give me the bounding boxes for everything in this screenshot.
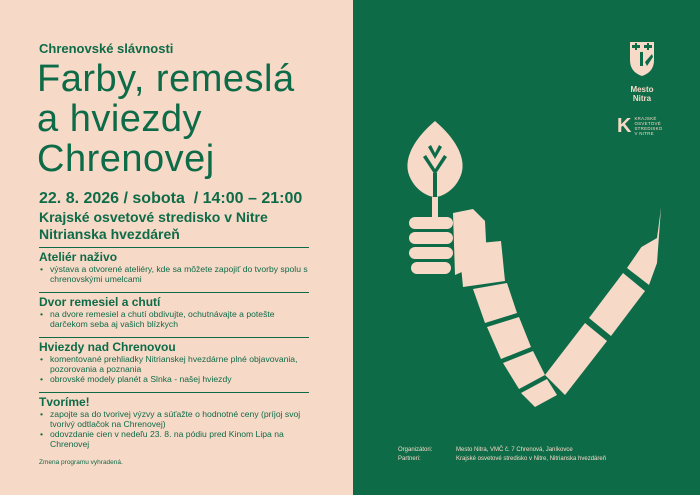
mesto-nitra-logo (622, 40, 662, 103)
organizers-value: Mesto Nitra, VMČ č. 7 Chrenová, Janíkovce (456, 447, 573, 453)
section-title: Hviezdy nad Chrenovou (39, 340, 176, 354)
section-title: Tvoríme! (39, 395, 90, 409)
section-item: • odovzdanie cien v nedeľu 23. 8. na pódiu pred Kinom Lipa na Chrenovej (39, 429, 309, 449)
program-section (39, 247, 309, 284)
kos-logo-mark: K (617, 115, 632, 137)
program-section (39, 392, 309, 449)
partners-value: Krajské osvetové stredisko v Nitre, Nitrianska hvezdáreň (456, 456, 607, 462)
event-datetime: 22. 8. 2026 / sobota / 14:00 – 21:00 (39, 190, 303, 207)
title-line-2: a hviezdy (37, 98, 203, 140)
partners-label: Partneri: (398, 456, 421, 462)
section-title: Dvor remesiel a chutí (39, 295, 161, 309)
nitra-logo-line-1: Mesto (630, 85, 654, 94)
section-item: • komentované prehliadky Nitrianskej hvezdárne plné objavovania, pozorovania a poznania (39, 354, 309, 374)
organizers-label: Organizátori: (398, 447, 433, 453)
nitra-coat-of-arms-icon (628, 40, 656, 78)
event-series-label: Chrenovské slávnosti (39, 41, 174, 56)
event-venue-2: Nitrianska hvezdáreň (39, 226, 180, 242)
kos-logo-line-2: OSVETOVÉ (634, 121, 661, 126)
program-list (39, 247, 309, 457)
title-line-3: Chrenovej (37, 138, 215, 180)
nitra-logo-line-2: Nitra (632, 94, 652, 103)
poster-title (37, 59, 337, 179)
program-change-note: Zmena programu vyhradená. (39, 459, 123, 466)
event-venue-1: Krajské osvetové stredisko v Nitre (39, 209, 268, 225)
hand-holding-leaf-and-pencil-illustration (395, 113, 665, 413)
kos-logo-line-1: KRAJSKÉ (634, 116, 657, 121)
section-item: • výstava a otvorené ateliéry, kde sa môžete zapojiť do tvorby spolu s chrenovskými umelcami (39, 264, 309, 284)
kos-logo-line-4: V NITRE (634, 131, 654, 136)
program-section (39, 292, 309, 329)
section-item: • obrovské modely planét a Slnka - našej hviezdy (39, 374, 309, 384)
kos-logo-line-3: STREDISKO (634, 126, 663, 131)
nitra-logo-text (622, 85, 662, 103)
program-section (39, 337, 309, 384)
section-title: Ateliér naživo (39, 250, 118, 264)
organizers-block (398, 446, 606, 464)
section-item: • na dvore remesiel a chutí obdivujte, ochutnávajte a potešte darčekom seba aj vašich blízkych (39, 309, 309, 329)
title-line-1: Farby, remeslá (37, 58, 295, 100)
section-item: • zapojte sa do tvorivej výzvy a súťažte o hodnotné ceny (príjoj svoj tvorivý odtlačok na Chrenovej) (39, 409, 309, 429)
